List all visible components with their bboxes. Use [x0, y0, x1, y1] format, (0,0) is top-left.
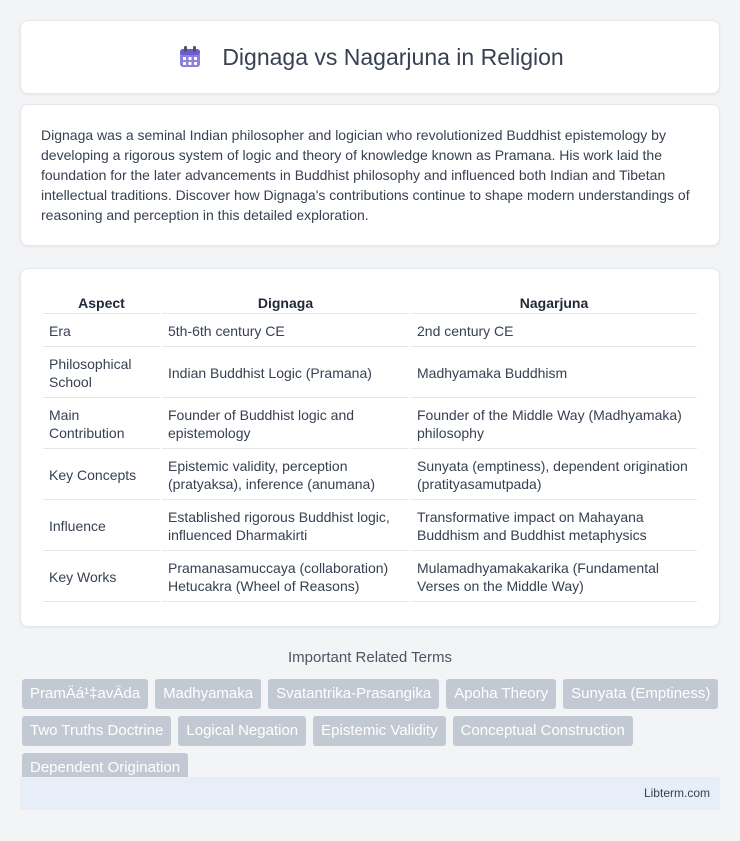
term-tag[interactable]: PramÄá¹‡avÄda: [22, 679, 148, 709]
term-tag[interactable]: Dependent Origination: [22, 753, 188, 783]
table-cell: Key Works: [43, 553, 160, 602]
footer: [20, 777, 720, 810]
term-tag[interactable]: Epistemic Validity: [313, 716, 445, 746]
header-dignaga: Dignaga: [162, 293, 409, 314]
table-cell: 2nd century CE: [411, 316, 697, 347]
table-cell: Influence: [43, 502, 160, 551]
title-card: [20, 20, 720, 94]
table-cell: Madhyamaka Buddhism: [411, 349, 697, 398]
related-terms-title: Important Related Terms: [288, 649, 452, 666]
page-title: Dignaga vs Nagarjuna in Religion: [222, 43, 564, 70]
term-tag[interactable]: Svatantrika-Prasangika: [268, 679, 439, 709]
table-row: [43, 400, 697, 449]
table-row: [43, 349, 697, 398]
calendar-icon: [176, 43, 204, 71]
table-cell: Era: [43, 316, 160, 347]
term-tag[interactable]: Logical Negation: [178, 716, 306, 746]
related-terms-list: [22, 679, 720, 783]
table-row: [43, 553, 697, 602]
table-cell: Transformative impact on Mahayana Buddhism and Buddhist metaphysics: [411, 502, 697, 551]
footer-link[interactable]: Libterm.com: [643, 786, 710, 800]
comparison-table: [41, 291, 699, 604]
header-aspect: Aspect: [43, 293, 160, 314]
table-cell: Sunyata (emptiness), dependent origination (pratityasamutpada): [411, 451, 697, 500]
table-cell: Founder of the Middle Way (Madhyamaka) philosophy: [411, 400, 697, 449]
table-cell: Mulamadhyamakakarika (Fundamental Verses on the Middle Way): [411, 553, 697, 602]
table-cell: Pramanasamuccaya (collaboration) Hetucakra (Wheel of Reasons): [162, 553, 409, 602]
term-tag[interactable]: Sunyata (Emptiness): [563, 679, 718, 709]
table-row: [43, 316, 697, 347]
table-cell: Epistemic validity, perception (pratyaksa), inference (anumana): [162, 451, 409, 500]
table-cell: Established rigorous Buddhist logic, influenced Dharmakirti: [162, 502, 409, 551]
table-row: [43, 502, 697, 551]
header-nagarjuna: Nagarjuna: [411, 293, 697, 314]
comparison-table-card: [20, 268, 720, 627]
intro-text: Dignaga was a seminal Indian philosopher and logician who revolutionized Buddhist epistemology by developing a rigorous system of logic and theory of knowledge known as Pramana. His work laid the foundation for the later advancements in Buddhist philosophy and influenced both Indian and Tibetan intellectual traditions. Discover how Dignaga's contributions continue to shape modern understandings of reasoning and perception in this detailed exploration.: [41, 127, 690, 223]
term-tag[interactable]: Apoha Theory: [446, 679, 556, 709]
term-tag[interactable]: Conceptual Construction: [453, 716, 633, 746]
table-cell: Key Concepts: [43, 451, 160, 500]
table-header-row: [43, 293, 697, 314]
term-tag[interactable]: Madhyamaka: [155, 679, 261, 709]
term-tag[interactable]: Two Truths Doctrine: [22, 716, 171, 746]
table-cell: Founder of Buddhist logic and epistemology: [162, 400, 409, 449]
table-cell: Indian Buddhist Logic (Pramana): [162, 349, 409, 398]
table-cell: Philosophical School: [43, 349, 160, 398]
table-cell: 5th-6th century CE: [162, 316, 409, 347]
intro-card: [20, 104, 720, 246]
table-row: [43, 451, 697, 500]
table-cell: Main Contribution: [43, 400, 160, 449]
